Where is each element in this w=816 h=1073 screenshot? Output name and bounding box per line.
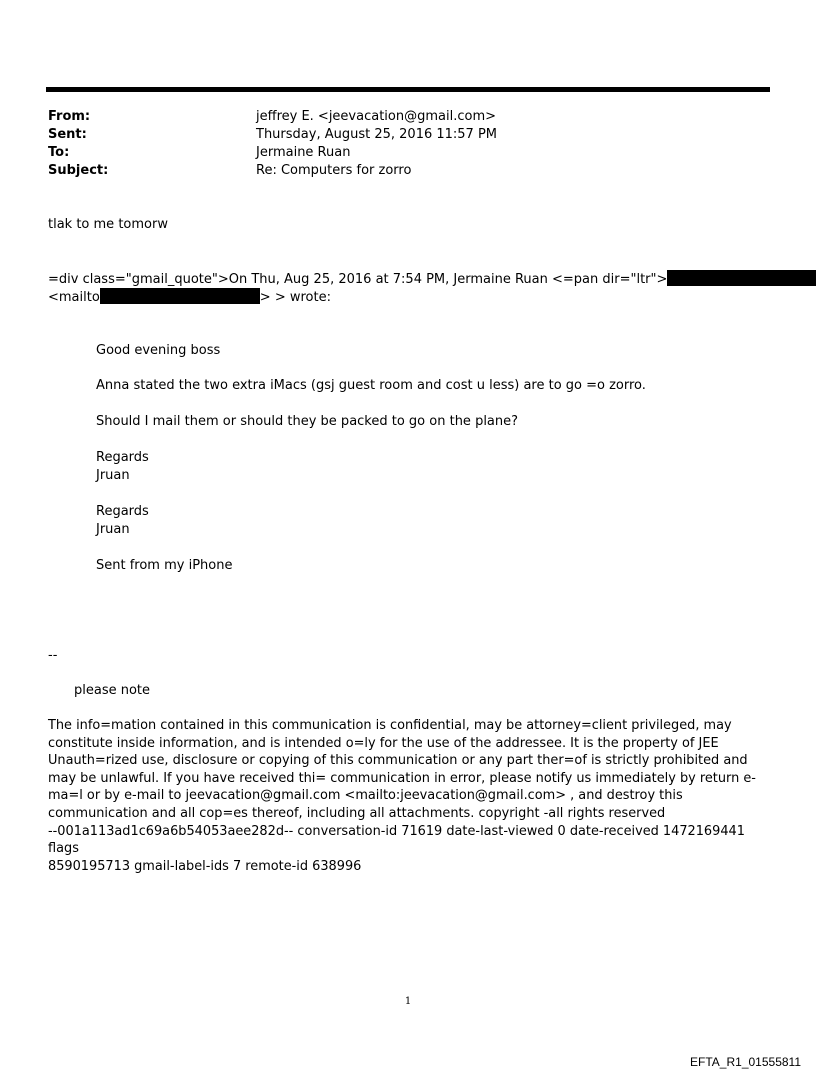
page-number: 1 xyxy=(404,996,412,1007)
signature-separator: -- xyxy=(48,648,58,663)
subject-value: Re: Computers for zorro xyxy=(256,163,412,178)
quote-intro-text: =div class="gmail_quote">On Thu, Aug 25, 2016 at 7:54 PM, Jermaine Ruan <=pan dir="ltr"> xyxy=(48,272,668,287)
from-label: From: xyxy=(48,109,91,124)
from-value: jeffrey E. <jeevacation@gmail.com> xyxy=(256,109,496,124)
mailto-text: <mailto xyxy=(48,290,100,305)
subject-label: Subject: xyxy=(48,163,109,178)
please-note: please note xyxy=(74,683,151,698)
quoted-regards-1: Regards xyxy=(96,450,149,465)
sent-value: Thursday, August 25, 2016 11:57 PM xyxy=(256,127,498,142)
metadata-line-1: --001a113ad1c69a6b54053aee282d-- conversation-id 71619 date-last-viewed 0 date-received 1472169441 flags xyxy=(48,823,745,857)
quoted-name-1: Jruan xyxy=(96,468,130,483)
reply-text: tlak to me tomorw xyxy=(48,217,168,232)
quoted-paragraph-2: Should I mail them or should they be packed to go on the plane? xyxy=(96,414,519,429)
quoted-regards-2: Regards xyxy=(96,504,149,519)
quoted-paragraph-1: Anna stated the two extra iMacs (gsj guest room and cost u less) are to go =o zorro. xyxy=(96,378,646,393)
wrote-text: > > wrote: xyxy=(259,290,331,305)
redaction-bar-email xyxy=(667,270,816,286)
quote-intro-line-2 xyxy=(48,288,331,306)
metadata-line-2: 8590195713 gmail-label-ids 7 remote-id 638996 xyxy=(48,858,362,874)
to-value: Jermaine Ruan xyxy=(256,145,351,160)
quoted-greeting: Good evening boss xyxy=(96,343,221,358)
quoted-name-2: Jruan xyxy=(96,522,130,537)
redaction-bar-mailto xyxy=(100,288,260,304)
disclaimer-block xyxy=(48,717,763,875)
header-rule xyxy=(46,87,770,92)
document-id: EFTA_R1_01555811 xyxy=(690,1055,801,1069)
to-label: To: xyxy=(48,145,70,160)
disclaimer-text: The info=mation contained in this communication is confidential, may be attorney=client privileged, may constitute inside information, and is intended o=ly for the use of the addressee. It is the property of JEE Unauth=rized use, disclosure or copying of this communication or any part ther=of is strictly prohibited and may be unlawful. If you have received thi= communication in error, please notify us immediately by return e-ma=l or by e-mail to jeevacation@gmail.com <mailto:jeevacation@gmail.com> , and destroy this communication and all cop=es thereof, including all attachments. copyright -all rights reserved xyxy=(48,718,756,821)
quoted-sent-from: Sent from my iPhone xyxy=(96,558,233,573)
quote-intro-line-1 xyxy=(48,270,816,288)
sent-label: Sent: xyxy=(48,127,87,142)
